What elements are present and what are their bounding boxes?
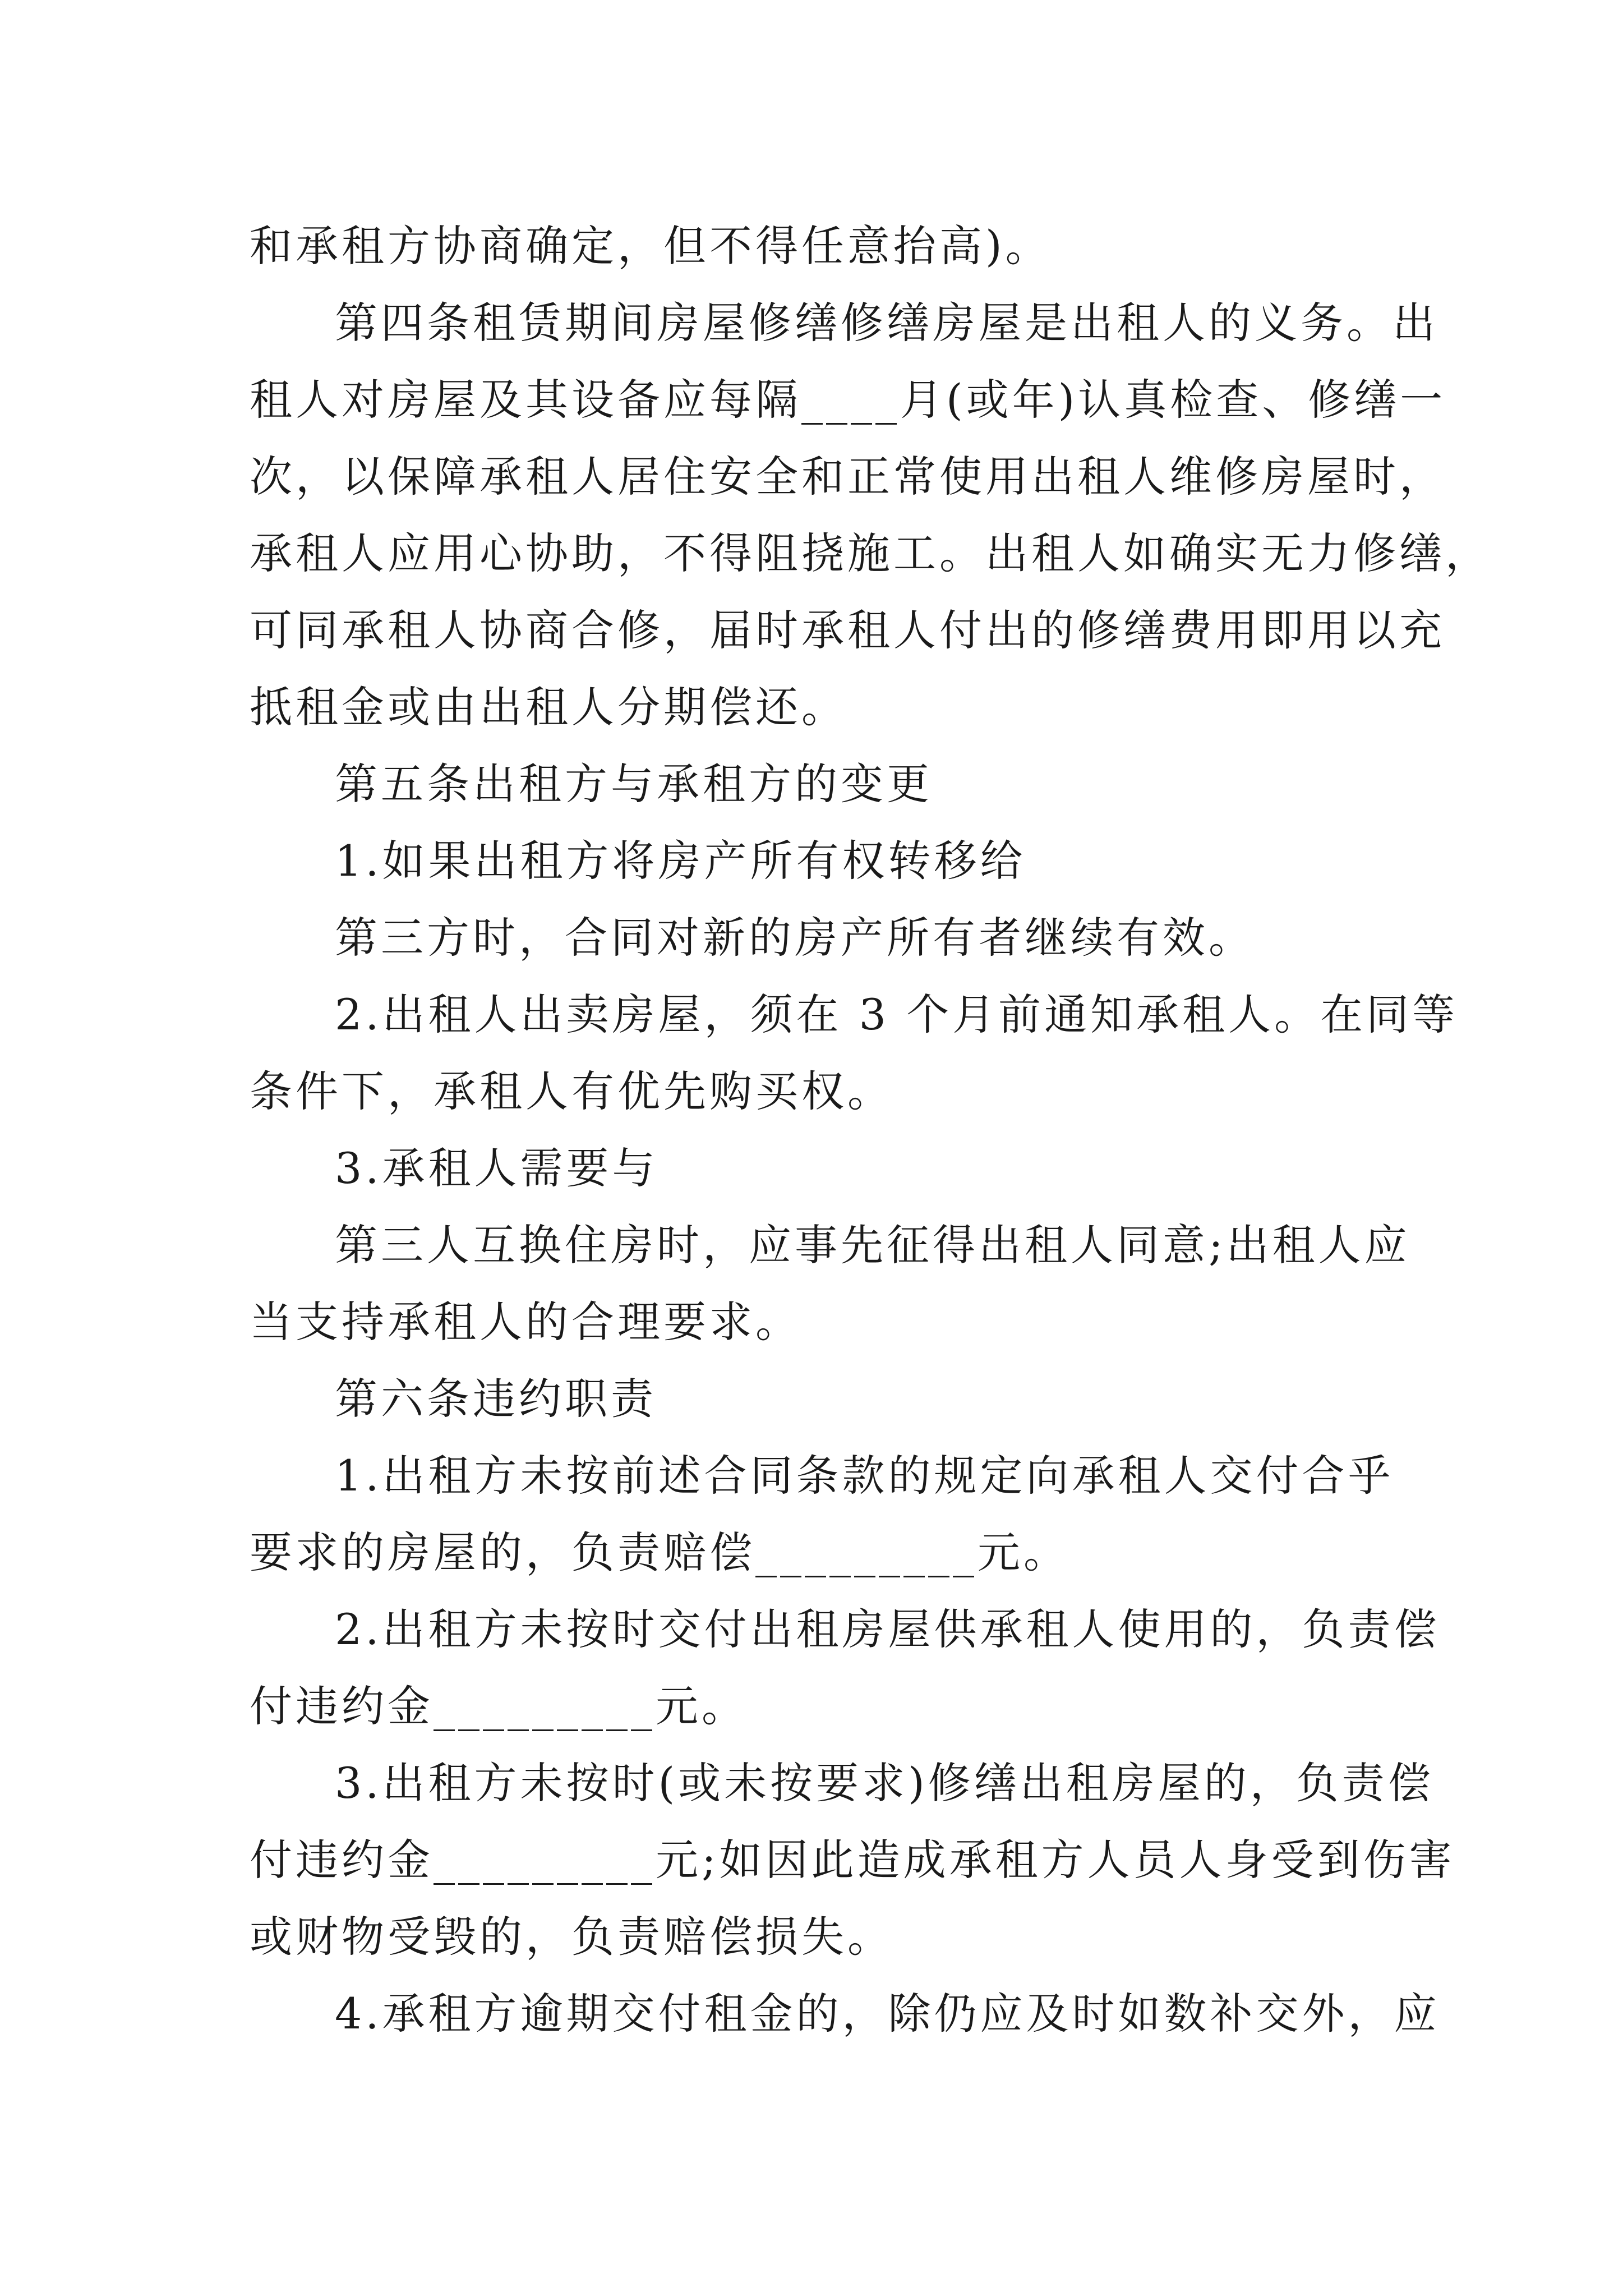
text-line: 1.出租方未按前述合同条款的规定向承租人交付合乎 bbox=[335, 1451, 1394, 1501]
text-line: 3.承租人需要与 bbox=[335, 1143, 658, 1193]
text-line: 2.出租方未按时交付出租房屋供承租人使用的，负责偿 bbox=[335, 1604, 1440, 1654]
text-line: 3.出租方未按时(或未按要求)修缮出租房屋的，负责偿 bbox=[335, 1758, 1434, 1808]
text-line: 付违约金_________元。 bbox=[250, 1681, 748, 1731]
text-line: 第五条出租方与承租方的变更 bbox=[335, 759, 933, 809]
text-line: 抵租金或由出租人分期偿还。 bbox=[250, 682, 847, 732]
text-line: 次，以保障承租人居住安全和正常使用出租人维修房屋时， bbox=[250, 452, 1445, 501]
text-line: 第六条违约职责 bbox=[335, 1374, 657, 1424]
text-line: 4.承租方逾期交付租金的，除仍应及时如数补交外，应 bbox=[335, 1989, 1440, 2039]
text-line: 第四条租赁期间房屋修缮修缮房屋是出租人的义务。出 bbox=[335, 298, 1438, 348]
text-line: 第三人互换住房时，应事先征得出租人同意;出租人应 bbox=[335, 1220, 1410, 1270]
text-line: 条件下，承租人有优先购买权。 bbox=[250, 1066, 893, 1116]
text-line: 承租人应用心协助，不得阻挠施工。出租人如确实无力修缮， bbox=[250, 528, 1491, 578]
text-line: 2.出租人出卖房屋，须在 3 个月前通知承租人。在同等 bbox=[335, 990, 1459, 1039]
text-line: 和承租方协商确定，但不得任意抬高)。 bbox=[250, 221, 1052, 271]
text-line: 可同承租人协商合修，届时承租人付出的修缮费用即用以充 bbox=[250, 605, 1445, 655]
text-line: 当支持承租人的合理要求。 bbox=[250, 1297, 801, 1347]
text-line: 要求的房屋的，负责赔偿_________元。 bbox=[250, 1527, 1069, 1577]
text-line: 第三方时，合同对新的房产所有者继续有效。 bbox=[335, 913, 1255, 963]
text-line: 租人对房屋及其设备应每隔____月(或年)认真检查、修缮一 bbox=[250, 375, 1446, 425]
text-line: 付违约金_________元;如因此造成承租方人员人身受到伤害 bbox=[250, 1835, 1455, 1885]
text-line: 或财物受毁的，负责赔偿损失。 bbox=[250, 1912, 893, 1962]
document-body bbox=[250, 208, 1491, 2052]
text-line: 1.如果出租方将房产所有权转移给 bbox=[335, 836, 1026, 886]
